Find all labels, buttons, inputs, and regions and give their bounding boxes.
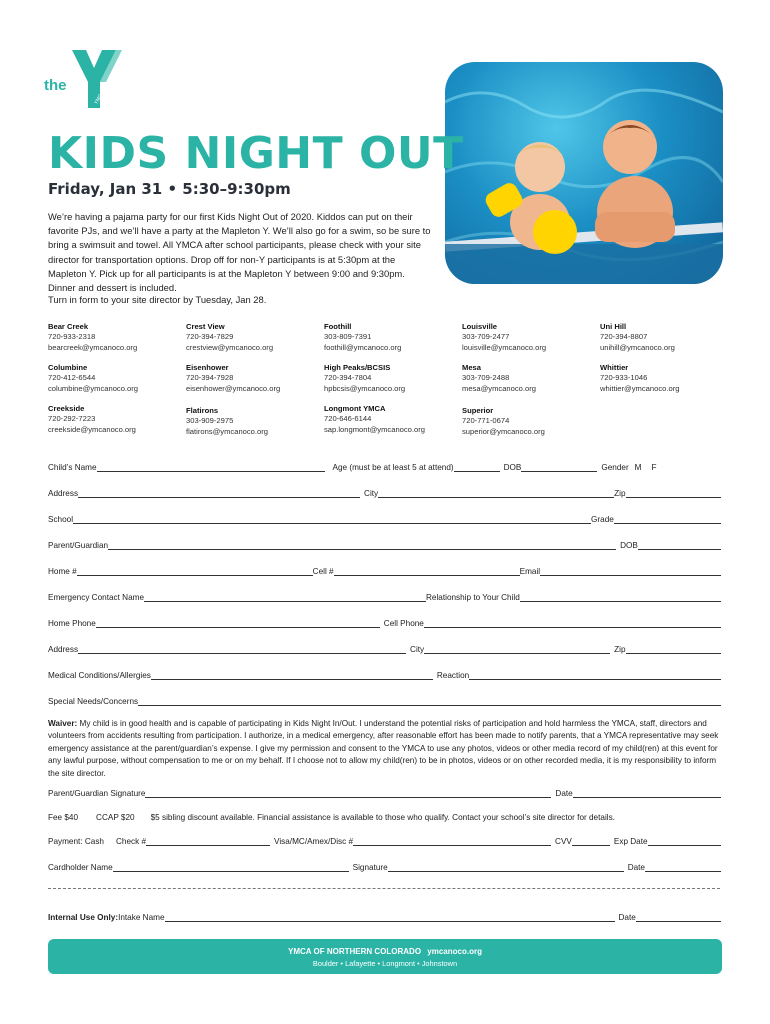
site-foothill xyxy=(324,322,464,353)
cell-phone-label: Cell Phone xyxy=(383,619,424,628)
city-label: City xyxy=(364,489,379,498)
card-number-label: Visa/MC/Amex/Disc # xyxy=(274,837,354,846)
site-email[interactable]: hpbcsis@ymcanoco.org xyxy=(324,383,406,393)
home-number-field[interactable] xyxy=(77,567,313,576)
site-email[interactable]: foothill@ymcanoco.org xyxy=(324,342,402,352)
site-whittier xyxy=(600,363,740,394)
footer-locations: Boulder • Lafayette • Longmont • Johnstown xyxy=(312,959,458,968)
cvv-field[interactable] xyxy=(572,837,610,846)
special-needs-row xyxy=(48,692,721,706)
payment-cash-option[interactable]: Payment: Cash xyxy=(48,837,104,846)
site-phone: 720-646-6144 xyxy=(324,414,372,424)
address-row xyxy=(48,484,721,498)
address-label: Address xyxy=(48,489,79,498)
reaction-label: Reaction xyxy=(436,671,470,680)
gender-label: Gender xyxy=(601,463,629,472)
footer-banner xyxy=(48,939,722,974)
page-title: KIDS NIGHT OUT xyxy=(48,128,464,179)
site-name: Crest View xyxy=(186,322,225,331)
reaction-field[interactable] xyxy=(469,671,721,680)
age-label: Age (must be at least 5 at attend) xyxy=(332,463,454,472)
intake-date-field[interactable] xyxy=(636,913,721,922)
dob-label: DOB xyxy=(503,463,522,472)
special-needs-label: Special Needs/Concerns xyxy=(48,697,139,706)
ccap-text: CCAP $20 xyxy=(96,813,135,822)
card-date-label: Date xyxy=(627,863,645,872)
address2-field[interactable] xyxy=(78,645,406,654)
emergency-row xyxy=(48,588,721,602)
parent-signature-label: Parent/Guardian Signature xyxy=(48,789,146,798)
cut-line-divider xyxy=(48,888,720,889)
email-label: Email xyxy=(519,567,541,576)
city2-field[interactable] xyxy=(424,645,610,654)
cell-phone-field[interactable] xyxy=(424,619,721,628)
ymca-logo xyxy=(42,46,132,112)
check-number-label: Check # xyxy=(115,837,147,846)
card-number-field[interactable] xyxy=(353,837,551,846)
relationship-label: Relationship to Your Child xyxy=(426,593,520,602)
site-name: Uni Hill xyxy=(600,322,627,331)
card-date-field[interactable] xyxy=(645,863,721,872)
zip-field[interactable] xyxy=(626,489,721,498)
site-email[interactable]: unihill@ymcanoco.org xyxy=(600,342,675,352)
event-date: Friday, Jan 31 • 5:30–9:30pm xyxy=(48,180,291,198)
site-phone: 720-394-7928 xyxy=(186,373,234,383)
school-label: School xyxy=(48,515,74,524)
site-creekside xyxy=(48,404,188,435)
site-email[interactable]: whittier@ymcanoco.org xyxy=(600,383,680,393)
intake-date-label: Date xyxy=(618,913,636,922)
grade-label: Grade xyxy=(591,515,614,524)
site-email[interactable]: eisenhower@ymcanoco.org xyxy=(186,383,281,393)
medical-field[interactable] xyxy=(151,671,433,680)
card-signature-field[interactable] xyxy=(388,863,624,872)
cell-number-label: Cell # xyxy=(312,567,334,576)
emergency-contact-label: Emergency Contact Name xyxy=(48,593,145,602)
site-name: Louisville xyxy=(462,322,498,331)
exp-date-field[interactable] xyxy=(648,837,721,846)
site-louisville xyxy=(462,322,602,353)
parent-dob-label: DOB xyxy=(620,541,638,550)
site-phone: 303-809-7391 xyxy=(324,332,372,342)
site-name: Columbine xyxy=(48,363,88,372)
site-name: Superior xyxy=(462,406,494,415)
zip2-label: Zip xyxy=(614,645,626,654)
site-name: High Peaks/BCSIS xyxy=(324,363,391,372)
age-field[interactable] xyxy=(454,463,500,472)
intake-name-field[interactable] xyxy=(165,913,615,922)
site-phone: 720-394-7804 xyxy=(324,373,372,383)
phone-row xyxy=(48,562,721,576)
site-phone: 720-394-7829 xyxy=(186,332,234,342)
waiver-text xyxy=(48,718,723,780)
city-field[interactable] xyxy=(378,489,614,498)
parent-label: Parent/Guardian xyxy=(48,541,109,550)
child-info-row xyxy=(48,458,721,472)
fee-text: Fee $40 xyxy=(48,813,79,822)
site-name: Whittier xyxy=(600,363,629,372)
childs-name-field[interactable] xyxy=(97,463,325,472)
medical-row xyxy=(48,666,721,680)
signature-row xyxy=(48,784,721,798)
parent-field[interactable] xyxy=(108,541,616,550)
site-phone: 720-394-8807 xyxy=(600,332,648,342)
signature-date-field[interactable] xyxy=(573,789,721,798)
emergency-address-row xyxy=(48,640,721,654)
site-longmont xyxy=(324,404,464,435)
site-name: Foothill xyxy=(324,322,352,331)
childs-name-label: Child’s Name xyxy=(48,463,97,472)
dob-field[interactable] xyxy=(521,463,597,472)
footer-url[interactable]: ymcanoco.org xyxy=(427,947,482,956)
zip2-field[interactable] xyxy=(626,645,721,654)
intake-name-label: Intake Name xyxy=(118,913,165,922)
home-phone-field[interactable] xyxy=(96,619,380,628)
home-number-label: Home # xyxy=(48,567,77,576)
signature-date-label: Date xyxy=(555,789,573,798)
check-number-field[interactable] xyxy=(146,837,270,846)
site-email[interactable]: sap.longmont@ymcanoco.org xyxy=(324,424,425,434)
relationship-field[interactable] xyxy=(520,593,721,602)
site-mesa xyxy=(462,363,602,394)
grade-field[interactable] xyxy=(614,515,721,524)
site-phone: 303-909-2975 xyxy=(186,416,234,426)
address2-label: Address xyxy=(48,645,79,654)
payment-row xyxy=(48,832,721,846)
medical-label: Medical Conditions/Allergies xyxy=(48,671,151,680)
site-eisenhower xyxy=(186,363,326,394)
site-name: Creekside xyxy=(48,404,85,413)
cardholder-field[interactable] xyxy=(113,863,349,872)
address-field[interactable] xyxy=(78,489,360,498)
fees-row xyxy=(48,808,721,822)
site-bear-creek xyxy=(48,322,188,353)
site-phone: 303-709-2477 xyxy=(462,332,510,342)
cell-number-field[interactable] xyxy=(334,567,520,576)
zip-label: Zip xyxy=(614,489,626,498)
event-description: We’re having a pajama party for our first Kids Night Out of 2020. Kiddos can put on their favorite PJs, and we’ll have a party at the Mapleton Y. We’ll also go for a swim, so be sure to bring a swimsuit and towel. All YMCA after school participants, please check with your site director for transportation options. Drop off for non-Y participants is at 5:30pm at the Mapleton Y. Pick up for all participants is at the Mapleton Y between 9:00 and 9:30pm. Dinner and dessert is included. xyxy=(48,211,431,294)
site-email[interactable]: creekside@ymcanoco.org xyxy=(48,424,136,434)
school-field[interactable] xyxy=(73,515,591,524)
site-email[interactable]: columbine@ymcanoco.org xyxy=(48,383,139,393)
home-phone-label: Home Phone xyxy=(48,619,96,628)
site-email[interactable]: mesa@ymcanoco.org xyxy=(462,383,536,393)
emergency-contact-field[interactable] xyxy=(144,593,426,602)
parent-row xyxy=(48,536,721,550)
site-crest-view xyxy=(186,322,326,353)
site-name: Mesa xyxy=(462,363,481,372)
site-email[interactable]: louisville@ymcanoco.org xyxy=(462,342,547,352)
cvv-label: CVV xyxy=(555,837,572,846)
email-field[interactable] xyxy=(540,567,721,576)
site-flatirons xyxy=(186,406,326,437)
school-row xyxy=(48,510,721,524)
logo-sub: YMCA xyxy=(93,90,106,106)
exp-date-label: Exp Date xyxy=(613,837,648,846)
site-high-peaks xyxy=(324,363,464,394)
site-email[interactable]: superior@ymcanoco.org xyxy=(462,426,545,436)
kids-pool-photo xyxy=(445,62,723,284)
footer-org-line xyxy=(48,947,722,956)
site-superior xyxy=(462,406,602,437)
site-phone: 720-292-7223 xyxy=(48,414,96,424)
turn-in-note: Turn in form to your site director by Tuesday, Jan 28. xyxy=(48,294,267,305)
special-needs-field[interactable] xyxy=(138,697,721,706)
parent-dob-field[interactable] xyxy=(638,541,721,550)
internal-use-label: Internal Use Only: xyxy=(48,913,119,922)
emergency-phone-row xyxy=(48,614,721,628)
site-phone: 303-709-2488 xyxy=(462,373,510,383)
site-name: Bear Creek xyxy=(48,322,89,331)
logo-text: the xyxy=(44,77,67,94)
waiver-body: My child is in good health and is capable of participating in Kids Night In/Out. I understand the potential risks of participation and hold harmless the YMCA, staff, directors and volunteers from accidents resulting from participation. I authorize, in a medical emergency, after reasonable effort has been made to notify parents, that a YMCA representative may seek emergency assistance at the parent/guardian’s expense. I give my permission and consent to the YMCA to use any photos, videos or other media record of my child(ren) at this event for any lawful purpose, without compensation to me or on my behalf. If I choose not to allow my child(ren) to be in photos, videos or on other recorded media, it is my responsibility to inform the site director. xyxy=(48,719,719,778)
gender-m-option[interactable]: M xyxy=(634,463,642,472)
gender-f-option[interactable]: F xyxy=(651,463,657,472)
site-phone: 720-771-0674 xyxy=(462,416,510,426)
site-name: Eisenhower xyxy=(186,363,229,372)
site-email[interactable]: crestview@ymcanoco.org xyxy=(186,342,274,352)
card-signature-label: Signature xyxy=(352,863,388,872)
cardholder-label: Cardholder Name xyxy=(48,863,113,872)
footer-org: YMCA OF NORTHERN COLORADO xyxy=(288,947,422,956)
site-phone: 720-933-1046 xyxy=(600,373,648,383)
site-name: Flatirons xyxy=(186,406,219,415)
site-phone: 720-933-2318 xyxy=(48,332,96,342)
fee-note: $5 sibling discount available. Financial assistance is available to those who qualify. Contact your school’s site director for details. xyxy=(150,813,615,822)
site-columbine xyxy=(48,363,188,394)
site-email[interactable]: flatirons@ymcanoco.org xyxy=(186,426,268,436)
site-uni-hill xyxy=(600,322,740,353)
internal-use-row xyxy=(48,908,721,922)
cardholder-row xyxy=(48,858,721,872)
site-phone: 720-412-6544 xyxy=(48,373,96,383)
city2-label: City xyxy=(410,645,425,654)
site-email[interactable]: bearcreek@ymcanoco.org xyxy=(48,342,138,352)
parent-signature-field[interactable] xyxy=(145,789,551,798)
site-name: Longmont YMCA xyxy=(324,404,386,413)
waiver-label: Waiver: xyxy=(48,719,78,728)
